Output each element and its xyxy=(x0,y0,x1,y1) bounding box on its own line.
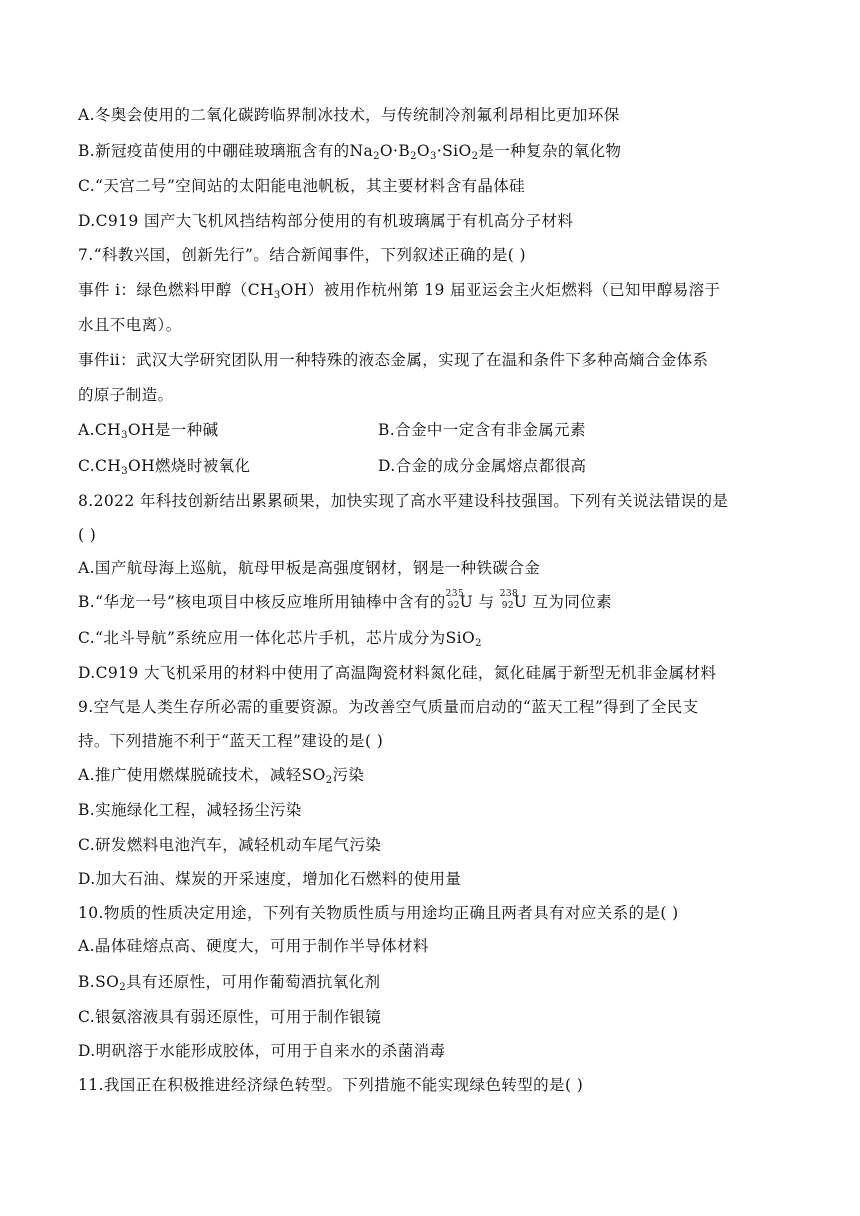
q10-option-a: A.晶体硅熔点高、硬度大，可用于制作半导体材料 xyxy=(78,937,429,955)
q10-option-d: D.明矾溶于水能形成胶体，可用于自来水的杀菌消毒 xyxy=(78,1042,446,1060)
q11-stem: 11.我国正在积极推进经济绿色转型。下列措施不能实现绿色转型的是( ) xyxy=(78,1076,584,1094)
q7-option-b: B.合金中一定含有非金属元素 xyxy=(378,421,586,439)
q7-event-2: 事件ⅱ：武汉大学研究团队用一种特殊的液态金属，实现了在温和条件下多种高熵合金体系 xyxy=(78,351,709,369)
q6-option-a: A.冬奥会使用的二氧化碳跨临界制冰技术，与传统制冷剂氟利昂相比更加环保 xyxy=(78,106,620,124)
q7-option-c: $C.CH_3OH$燃烧时被氧化 xyxy=(78,457,251,477)
q6-option-c: C.“天宫二号”空间站的太阳能电池帆板，其主要材料含有晶体硅 xyxy=(78,177,526,195)
q9-option-b: B.实施绿化工程，减轻扬尘污染 xyxy=(78,801,302,819)
q7-event-1: 事件 ⅰ：绿色燃料甲醇$(CH_3OH)$被用作杭州第 19 届亚运会主火炬燃料（已知甲醇易溶于 xyxy=(78,281,721,301)
q10-stem: 10.物质的性质决定用途，下列有关物质性质与用途均正确且两者具有对应关系的是( ) xyxy=(78,904,679,922)
q7-option-d: D.合金的成分金属熔点都很高 xyxy=(378,457,587,475)
q9-option-d: D.加大石油、煤炭的开采速度，增加化石燃料的使用量 xyxy=(78,870,462,888)
q8-option-d: D.C919 大飞机采用的材料中使用了高温陶瓷材料氮化硅，氮化硅属于新型无机非金属材料 xyxy=(78,664,717,682)
q8-option-a: A.国产航母海上巡航，航母甲板是高强度钢材，钢是一种铁碳合金 xyxy=(78,559,541,577)
q10-option-c: C.银氨溶液具有弱还原性，可用于制作银镜 xyxy=(78,1008,382,1026)
q8-stem: 8.2022 年科技创新结出累累硕果，加快实现了高水平建设科技强国。下列有关说法错误的是 xyxy=(78,492,729,510)
q8-stem-cont: ( ) xyxy=(78,526,97,544)
q9-stem: 9.空气是人类生存所必需的重要资源。为改善空气质量而启动的“蓝天工程”得到了全民支 xyxy=(78,698,699,716)
q10-option-b: $B.SO_2$具有还原性，可用作葡萄酒抗氧化剂 xyxy=(78,973,381,993)
q7-option-a: $A.CH_3OH$是一种碱 xyxy=(78,421,219,441)
q7-event-2-cont: 的原子制造。 xyxy=(78,386,174,404)
q9-option-c: C.研发燃料电池汽车，减轻机动车尾气污染 xyxy=(78,836,382,854)
q6-option-d: D.C919 国产大飞机风挡结构部分使用的有机玻璃属于有机高分子材料 xyxy=(78,212,574,230)
q8-option-c: C.“北斗导航”系统应用一体化芯片手机，芯片成分为SiO$_2$ xyxy=(78,629,482,649)
q7-options-ab xyxy=(78,419,586,447)
q7-event-1-cont: 水且不电离）。 xyxy=(78,316,182,334)
q9-stem-cont: 持。下列措施不利于“蓝天工程”建设的是( ) xyxy=(78,732,384,750)
q8-option-b: B.“华龙一号”核电项目中核反应堆所用铀棒中含有的 235 92 U 与 238 92 U 互为同位素 xyxy=(78,589,613,611)
q7-stem: 7.“科教兴国，创新先行”。结合新闻事件，下列叙述正确的是( ) xyxy=(78,246,526,264)
q9-option-a: A.推广使用燃煤脱硫技术，减轻$SO_2$污染 xyxy=(78,766,365,786)
q6-option-b: B.新冠疫苗使用的中硼硅玻璃瓶含有的$Na_2O\cdot B_2O_3\cdot SiO_2$是一种复杂的氧化物 xyxy=(78,142,622,162)
q7-options-cd xyxy=(78,455,587,483)
